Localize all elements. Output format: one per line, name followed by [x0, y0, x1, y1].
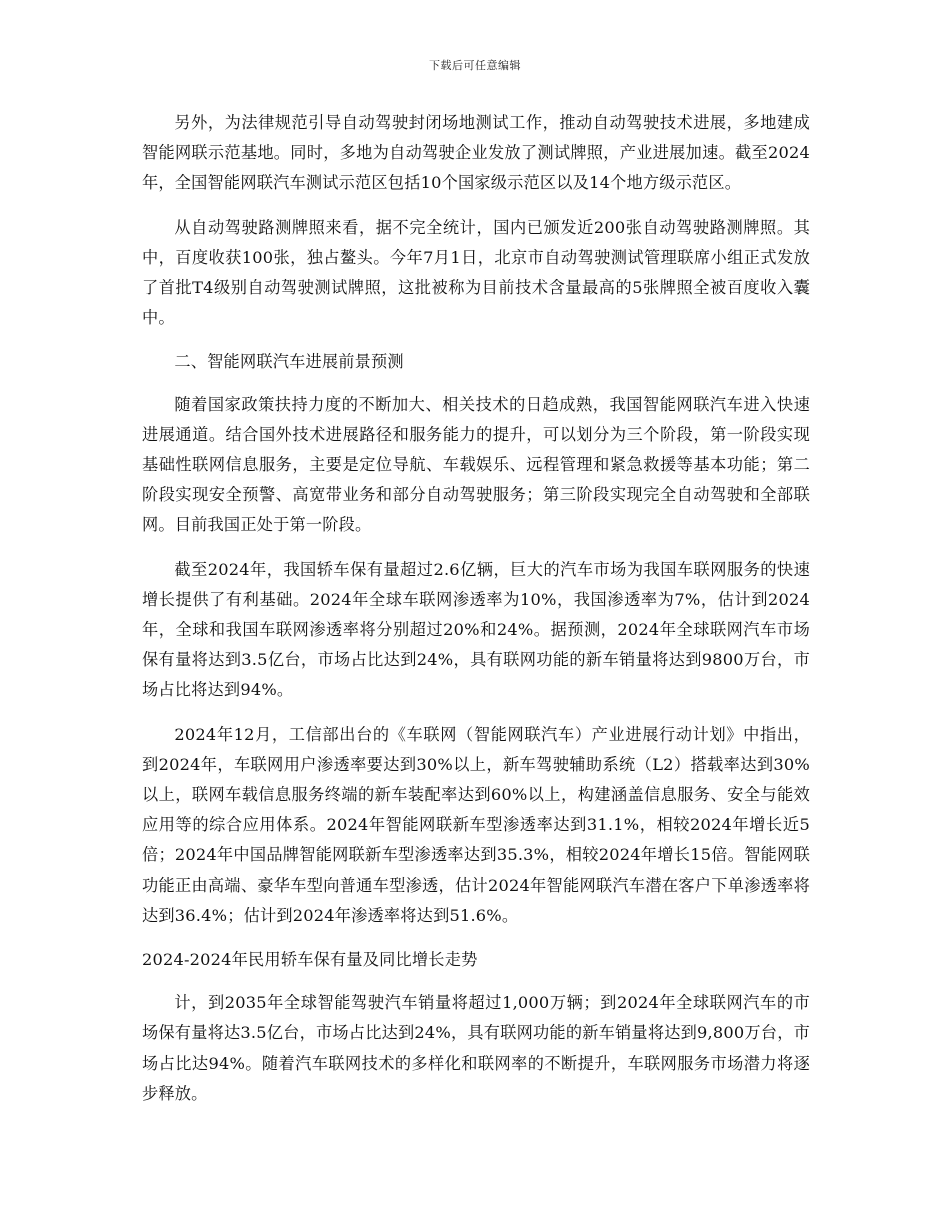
paragraph-action-plan: 2024年12月，工信部出台的《车联网（智能网联汽车）产业进展行动计划》中指出，到2024年，车联网用户渗透率要达到30%以上，新车驾驶辅助系统（L2）搭载率达到30%以上，联网车载信息服务终端的新车装配率达到60%以上，构建涵盖信息服务、安全与能效应用等的综合应用体系。2024年智能网联新车型渗透率达到31.1%，相较2024年增长近5倍；2024年中国品牌智能网联新车型渗透率达到35.3%，相较2024年增长15倍。智能网联功能正由高端、豪华车型向普通车型渗透，估计2024年智能网联汽车潜在客户下单渗透率将达到36.4%；估计到2024年渗透率将达到51.6%。: [142, 724, 810, 925]
paragraph-development-stages: 随着国家政策扶持力度的不断加大、相关技术的日趋成熟，我国智能网联汽车进入快速进展通道。结合国外技术进展路径和服务能力的提升，可以划分为三个阶段，第一阶段实现基础性联网信息服务，主要是定位导航、车载娱乐、远程管理和紧急救援等基本功能；第二阶段实现安全预警、高宽带业务和部分自动驾驶服务；第三阶段实现完全自动驾驶和全部联网。目前我国正处于第一阶段。: [142, 394, 810, 535]
paragraph-test-zones: 另外，为法律规范引导自动驾驶封闭场地测试工作，推动自动驾驶技术进展，多地建成智能网联示范基地。同时，多地为自动驾驶企业发放了测试牌照，产业进展加速。截至2024年，全国智能网联汽车测试示范区包括10个国家级示范区以及14个地方级示范区。: [142, 113, 810, 193]
paragraph-road-test-licenses: 从自动驾驶路测牌照来看，据不完全统计，国内已颁发近200张自动驾驶路测牌照。其中，百度收获100张，独占鳌头。今年7月1日，北京市自动驾驶测试管理联席小组正式发放了首批T4级别自动驾驶测试牌照，这批被称为目前技术含量最高的5张牌照全被百度收入囊中。: [142, 217, 810, 328]
paragraph-market-penetration: 截至2024年，我国轿车保有量超过2.6亿辆，巨大的汽车市场为我国车联网服务的快速增长提供了有利基础。2024年全球车联网渗透率为10%，我国渗透率为7%，估计到2024年，全球和我国车联网渗透率将分别超过20%和24%。据预测，2024年全球联网汽车市场保有量将达到3.5亿台，市场占比达到24%，具有联网功能的新车销量将达到9800万台，市场占比将达到94%。: [142, 559, 810, 700]
page-header: 下载后可任意编辑: [429, 59, 521, 72]
figure-caption: 2024-2024年民用轿车保有量及同比增长走势: [142, 950, 478, 970]
section-heading-outlook: 二、智能网联汽车进展前景预测: [174, 352, 404, 372]
paragraph-market-potential: 计，到2035年全球智能驾驶汽车销量将超过1,000万辆；到2024年全球联网汽车的市场保有量将达3.5亿台，市场占比达到24%，具有联网功能的新车销量将达到9,800万台，市场占比达94%。随着汽车联网技术的多样化和联网率的不断提升，车联网服务市场潜力将逐步释放。: [142, 993, 810, 1103]
document-body: [142, 108, 810, 1123]
